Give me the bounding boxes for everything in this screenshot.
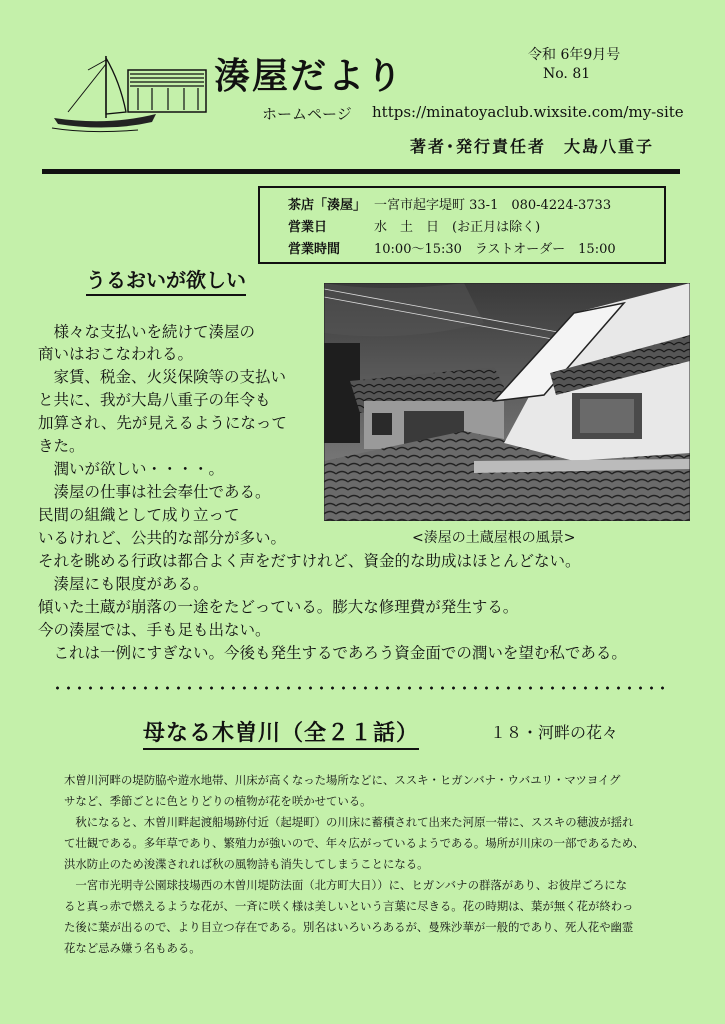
article1-line: これは一例にすぎない。今後も発生するであろう資金面での潤いを望む私である。 xyxy=(38,644,627,662)
article1-line: 家賃、税金、火災保険等の支払い xyxy=(38,368,287,386)
article1-title: うるおいが欲しい xyxy=(86,264,246,296)
article2-line: 洪水防止のため浚渫されれば秋の風物詩も消失してしまうことになる。 xyxy=(64,857,429,871)
article2-line: 花など忌み嫌う名もある。 xyxy=(64,941,201,955)
business-hours-row xyxy=(288,238,616,257)
article1-line: 商いはおこなわれる。 xyxy=(38,345,194,363)
storehouse-roof-photo xyxy=(324,283,690,521)
article2-line: サなど、季節ごとに色とりどりの植物が花を咲かせている。 xyxy=(64,794,372,808)
homepage-url[interactable]: https://minatoyaclub.wixsite.com/my-site xyxy=(372,103,684,121)
article2-episode: １８・河畔の花々 xyxy=(490,723,619,742)
sailboat-logo xyxy=(48,52,218,134)
article1-line: きた。 xyxy=(38,437,85,455)
business-hours-value: 10:00～15:30 ラストオーダー 15:00 xyxy=(374,242,616,257)
article2-line: 一宮市光明寺公園球技場西の木曽川堤防法面（北方町大日））に、ヒガンバナの群落があり、お彼岸ごろにな xyxy=(64,878,628,892)
article1-line: 今の湊屋では、手も足も出ない。 xyxy=(38,621,271,639)
business-days-label: 営業日 xyxy=(288,220,328,235)
homepage-label: ホームページ xyxy=(262,105,352,123)
article2-title: 母なる木曽川（全２１話） xyxy=(143,716,419,750)
business-days-row xyxy=(288,216,540,235)
shop-label: 茶店「湊屋」 xyxy=(288,198,367,213)
article1-line: 潤いが欲しい・・・・。 xyxy=(38,460,225,478)
dotted-divider xyxy=(52,686,672,690)
photo-caption: <湊屋の土蔵屋根の風景> xyxy=(412,530,576,546)
shop-address-phone: 一宮市起字堤町 33-1 080-4224-3733 xyxy=(374,198,612,213)
shop-address-row xyxy=(288,194,611,213)
article2-line: ると真っ赤で燃えるような花が、一斉に咲く様は美しいという言葉に尽きる。花の時期は、葉が無く花が終わっ xyxy=(64,899,634,913)
article1-line: 加算され、先が見えるようになって xyxy=(38,414,287,432)
article1-line: それを眺める行政は都合よく声をだすけれど、資金的な助成はほとんどない。 xyxy=(38,552,581,570)
header-divider xyxy=(42,169,680,174)
article2-line: 秋になると、木曽川畔起渡船場跡付近（起堤町）の川床に蓄積されて出来た河原一帯に、ススキの穂波が揺れ xyxy=(64,815,634,829)
business-hours-label: 営業時間 xyxy=(288,242,341,257)
article1-line: 湊屋にも限度がある。 xyxy=(38,575,209,593)
shop-info-box xyxy=(258,186,666,264)
article1-line: 傾いた土蔵が崩落の一途をたどっている。膨大な修理費が発生する。 xyxy=(38,598,519,616)
article2-line: た後に葉が出るので、より目立つ存在である。別名はいろいろあるが、曼殊沙華が一般的であり、死人花や幽霊 xyxy=(64,920,634,934)
article1-line: いるけれど、公共的な部分が多い。 xyxy=(38,529,287,547)
article1-line: 湊屋の仕事は社会奉仕である。 xyxy=(38,483,271,501)
author-line: 著者･発行責任者 大島八重子 xyxy=(410,137,655,156)
newsletter-title: 湊屋だより xyxy=(214,56,405,97)
article1-line: 民間の組織として成り立って xyxy=(38,506,240,524)
issue-number: No. 81 xyxy=(543,66,591,82)
article1-line: 様々な支払いを続けて湊屋の xyxy=(38,323,256,341)
issue-date: 令和 6年9月号 xyxy=(528,47,621,63)
business-days-value: 水 土 日 (お正月は除く) xyxy=(374,220,541,235)
article1-line: と共に、我が大島八重子の年令も xyxy=(38,391,271,409)
article2-line: て壮観である。多年草であり、繁殖力が強いので、年々広がっているようである。場所が川床の一部であるため、 xyxy=(64,836,645,850)
article2-line: 木曽川河畔の堤防脇や遊水地帯、川床が高くなった場所などに、ススキ・ヒガンバナ・ウバユリ・マツヨイグ xyxy=(64,773,621,787)
